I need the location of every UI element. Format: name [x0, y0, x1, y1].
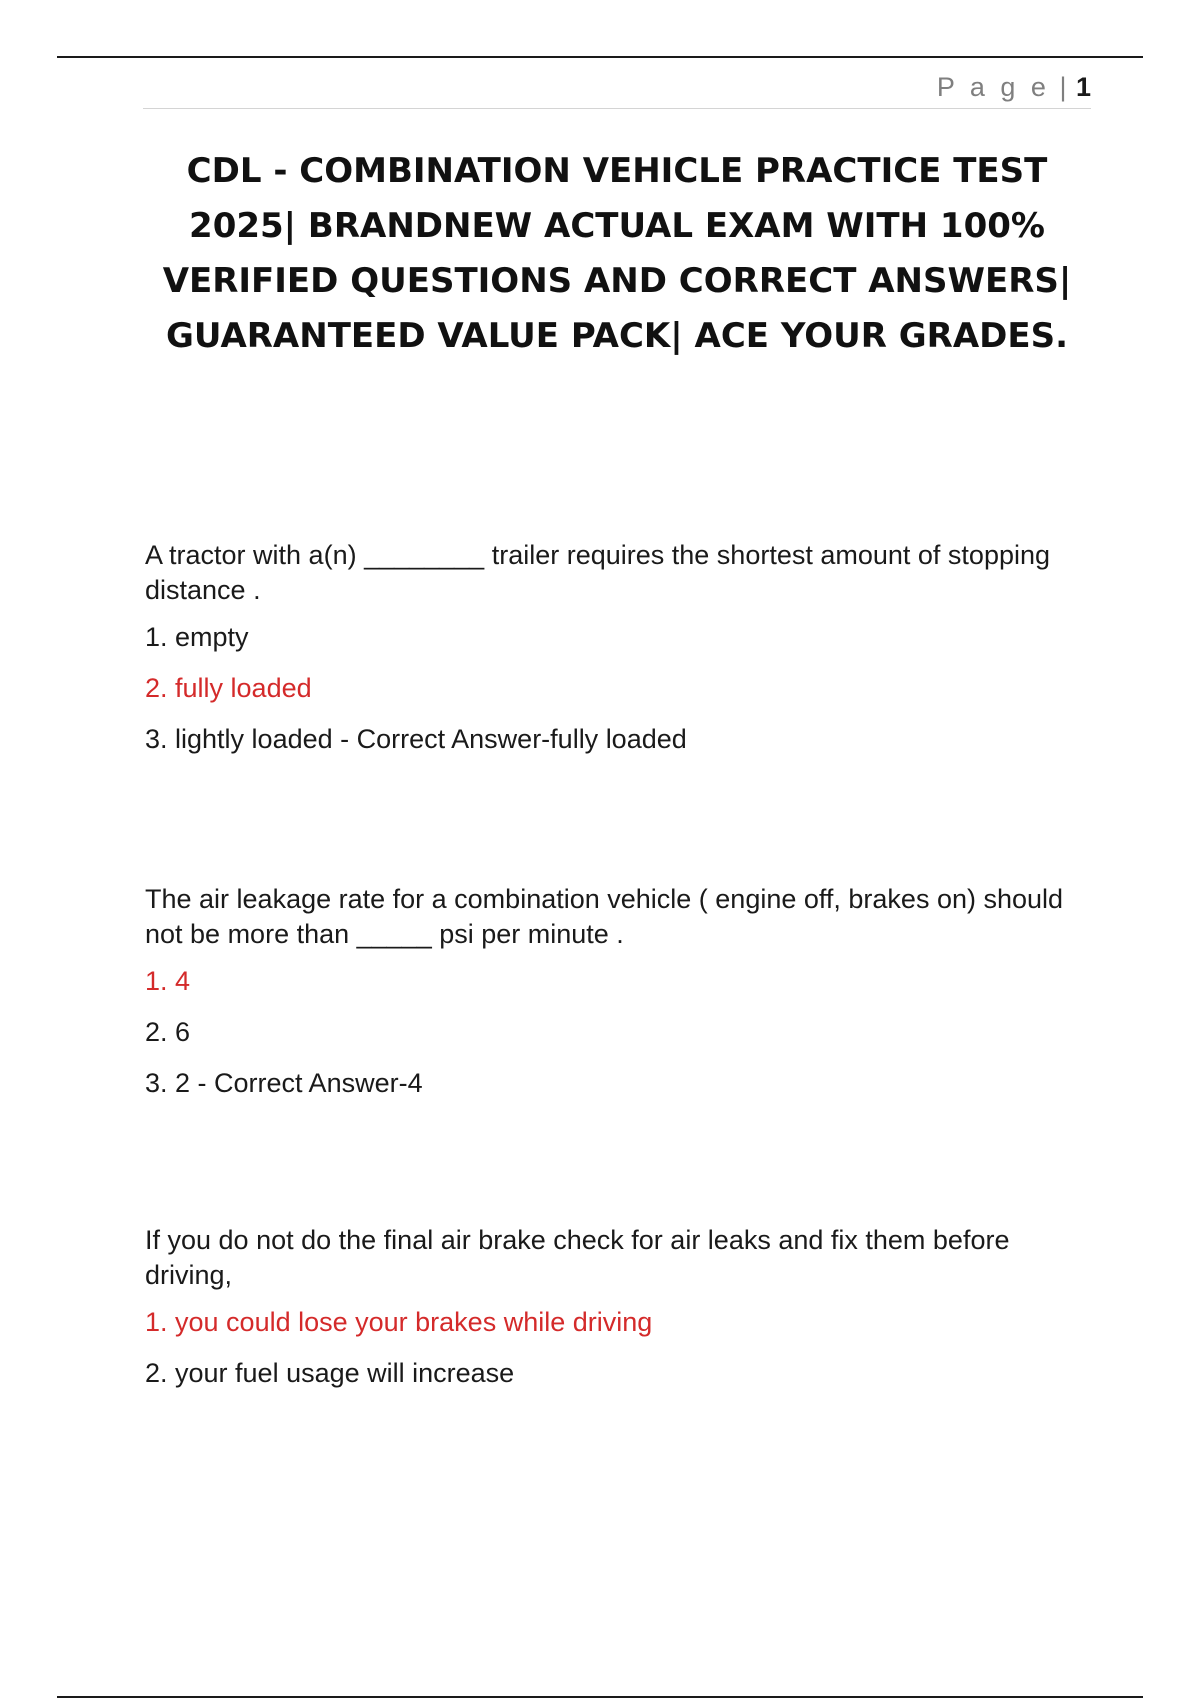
question-block: [145, 1223, 1085, 1407]
question-text: A tractor with a(n) ________ trailer requires the shortest amount of stopping distance .: [145, 540, 1051, 605]
top-rule: [57, 56, 1143, 58]
answer-option: 2. 6: [145, 1017, 191, 1047]
document-title: CDL - COMBINATION VEHICLE PRACTICE TEST 2025| BRANDNEW ACTUAL EXAM WITH 100% VERIFIED QUESTIONS AND CORRECT ANSWERS| GUARANTEED VALUE PACK| ACE YOUR GRADES.: [162, 151, 1072, 356]
answer-option: 1. empty: [145, 622, 249, 652]
question-text: The air leakage rate for a combination vehicle ( engine off, brakes on) should not be more than _____ psi per minute .: [145, 884, 1064, 949]
page-separator: |: [1059, 72, 1067, 102]
answer-option-highlighted: 1. 4: [145, 966, 191, 996]
answer-option-highlighted: 2. fully loaded: [145, 673, 312, 703]
page-header: [143, 66, 1091, 109]
answer-option-highlighted: 1. you could lose your brakes while driving: [145, 1307, 653, 1337]
page-label: P a g e: [936, 72, 1050, 102]
page-number: 1: [1075, 72, 1091, 102]
question-block: [145, 538, 1085, 773]
bottom-rule: [57, 1696, 1143, 1698]
answer-option: 3. lightly loaded - Correct Answer-fully loaded: [145, 724, 687, 754]
question-block: [145, 882, 1085, 1117]
answer-option: 2. your fuel usage will increase: [145, 1358, 515, 1388]
answer-option: 3. 2 - Correct Answer-4: [145, 1068, 423, 1098]
question-text: If you do not do the final air brake check for air leaks and fix them before driving,: [145, 1225, 1010, 1290]
